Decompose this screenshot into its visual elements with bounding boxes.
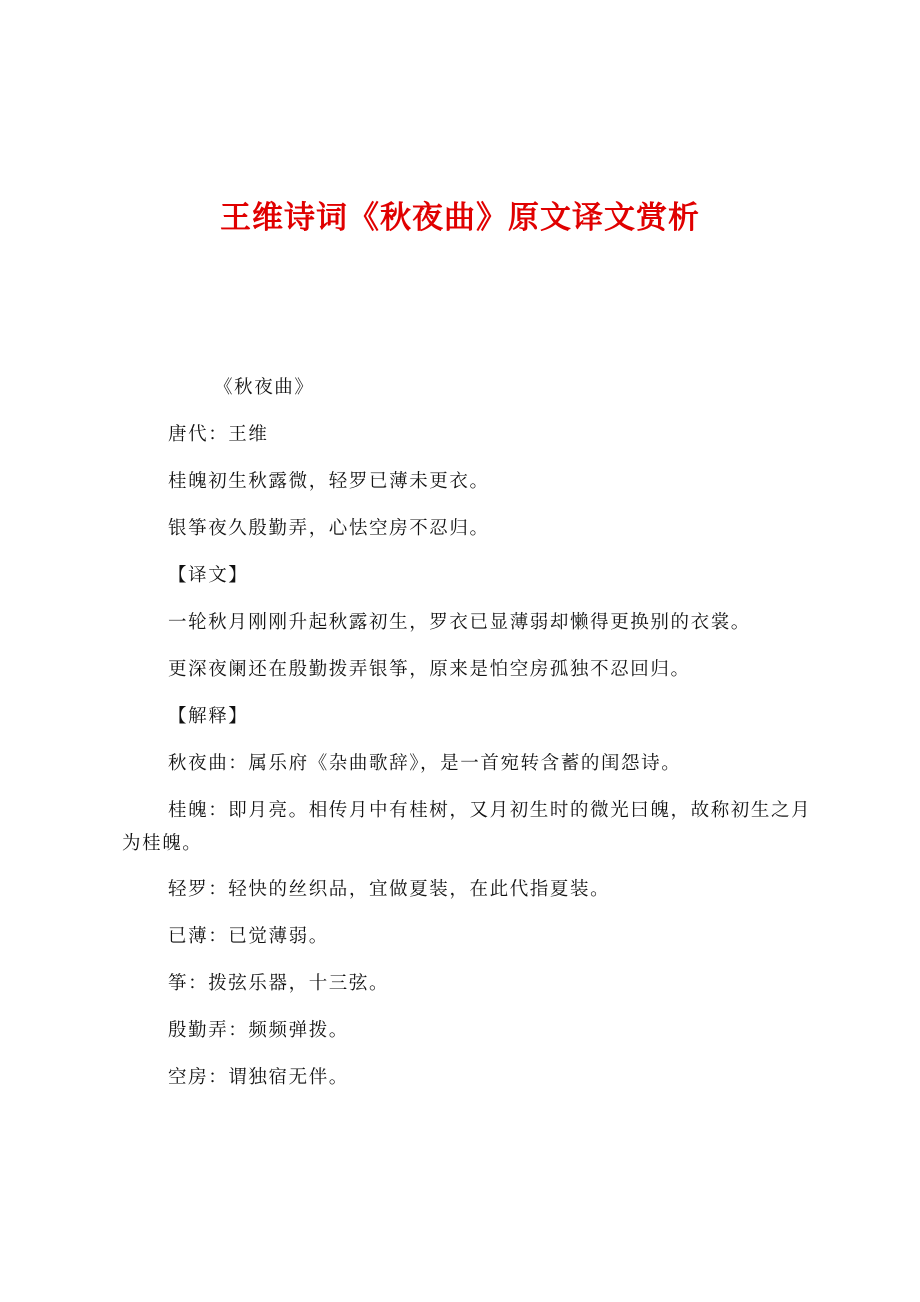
- translation-line: 更深夜阑还在殷勤拨弄银筝，原来是怕空房孤独不忍回归。: [168, 659, 691, 680]
- note-item: 已薄：已觉薄弱。: [168, 926, 329, 947]
- note-item: 空房：谓独宿无伴。: [168, 1067, 349, 1088]
- document-title: 王维诗词《秋夜曲》原文译文赏析: [220, 200, 700, 236]
- note-item: 秋夜曲：属乐府《杂曲歌辞》，是一首宛转含蓄的闺怨诗。: [168, 753, 682, 774]
- poem-verse: 桂魄初生秋露微，轻罗已薄未更衣。: [168, 471, 490, 492]
- note-item: 轻罗：轻快的丝织品，宜做夏装，在此代指夏装。: [168, 879, 611, 900]
- document-body: [122, 376, 812, 1113]
- note-item: 桂魄：即月亮。相传月中有桂树，又月初生时的微光曰魄，故称初生之月为桂魄。: [122, 800, 812, 854]
- translation-heading: 【译文】: [168, 565, 249, 586]
- translation-line: 一轮秋月刚刚升起秋露初生，罗衣已显薄弱却懒得更换别的衣裳。: [168, 612, 751, 633]
- poem-author: 唐代：王维: [168, 424, 269, 445]
- notes-heading: 【解释】: [168, 706, 249, 727]
- poem-verse: 银筝夜久殷勤弄，心怯空房不忍归。: [168, 518, 490, 539]
- note-item: 殷勤弄：频频弹拨。: [168, 1020, 349, 1041]
- poem-title: 《秋夜曲》: [214, 377, 315, 398]
- note-item: 筝：拨弦乐器，十三弦。: [168, 973, 390, 994]
